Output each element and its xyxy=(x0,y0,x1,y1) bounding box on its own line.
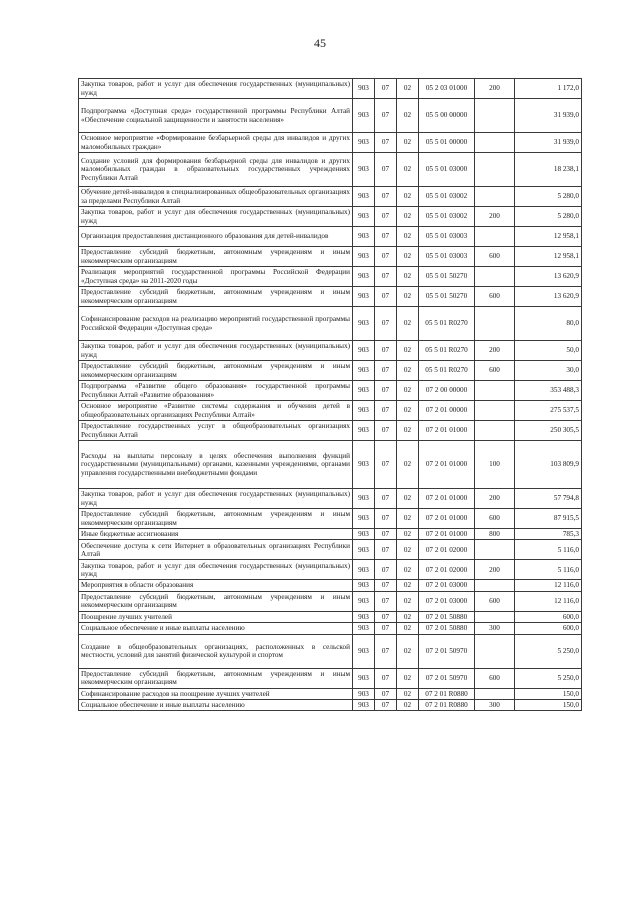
table-row xyxy=(79,287,582,307)
row-ministry-code: 903 xyxy=(353,540,375,560)
row-ministry-code: 903 xyxy=(353,700,375,711)
row-name: Обеспечение доступа к сети Интернет в образовательных организациях Республики Алтай xyxy=(79,540,353,560)
row-expense-type xyxy=(475,401,515,421)
row-section-code: 07 xyxy=(375,700,397,711)
row-expense-type: 200 xyxy=(475,341,515,361)
row-name: Закупка товаров, работ и услуг для обеспечения государственных (муниципальных) нужд xyxy=(79,341,353,361)
row-section-code: 07 xyxy=(375,287,397,307)
row-target-code: 07 2 01 50880 xyxy=(419,623,475,634)
row-expense-type xyxy=(475,540,515,560)
row-subsection-code: 02 xyxy=(397,153,419,187)
row-subsection-code: 02 xyxy=(397,688,419,699)
row-subsection-code: 02 xyxy=(397,441,419,489)
table-row xyxy=(79,540,582,560)
row-amount: 600,0 xyxy=(515,611,582,622)
row-target-code: 05 2 03 01000 xyxy=(419,79,475,99)
row-amount: 275 537,5 xyxy=(515,401,582,421)
row-subsection-code: 02 xyxy=(397,540,419,560)
row-amount: 5 280,0 xyxy=(515,207,582,227)
row-name: Софинансирование расходов на реализацию мероприятий государственной программы Российской Федерации «Доступная среда» xyxy=(79,307,353,341)
table-row xyxy=(79,361,582,381)
row-ministry-code: 903 xyxy=(353,287,375,307)
row-amount: 5 116,0 xyxy=(515,540,582,560)
row-name: Основное мероприятие «Развитие системы содержания и обучения детей в общеобразовательных организациях Республики Алтай» xyxy=(79,401,353,421)
row-name: Иные бюджетные ассигнования xyxy=(79,529,353,540)
row-target-code: 07 2 01 50970 xyxy=(419,634,475,668)
row-amount: 600,0 xyxy=(515,623,582,634)
row-target-code: 05 5 01 R0270 xyxy=(419,361,475,381)
row-name: Создание условий для формирования безбарьерной среды для инвалидов и других маломобильных граждан в образовательных государственных учреждениях Республики Алтай xyxy=(79,153,353,187)
row-ministry-code: 903 xyxy=(353,79,375,99)
row-section-code: 07 xyxy=(375,307,397,341)
row-amount: 30,0 xyxy=(515,361,582,381)
row-ministry-code: 903 xyxy=(353,421,375,441)
row-subsection-code: 02 xyxy=(397,700,419,711)
row-name: Закупка товаров, работ и услуг для обеспечения государственных (муниципальных) нужд xyxy=(79,207,353,227)
row-ministry-code: 903 xyxy=(353,634,375,668)
row-expense-type: 600 xyxy=(475,668,515,688)
row-ministry-code: 903 xyxy=(353,307,375,341)
row-amount: 150,0 xyxy=(515,700,582,711)
row-ministry-code: 903 xyxy=(353,99,375,133)
budget-table xyxy=(78,78,582,711)
table-row xyxy=(79,227,582,247)
row-ministry-code: 903 xyxy=(353,133,375,153)
row-ministry-code: 903 xyxy=(353,187,375,207)
row-subsection-code: 02 xyxy=(397,489,419,509)
row-section-code: 07 xyxy=(375,634,397,668)
row-ministry-code: 903 xyxy=(353,509,375,529)
row-name: Предоставление субсидий бюджетным, автономным учреждениям и иным некоммерческим организациям xyxy=(79,361,353,381)
row-section-code: 07 xyxy=(375,529,397,540)
row-target-code: 05 5 01 00000 xyxy=(419,133,475,153)
table-row xyxy=(79,688,582,699)
table-row xyxy=(79,247,582,267)
table-row xyxy=(79,441,582,489)
row-target-code: 05 5 01 03002 xyxy=(419,207,475,227)
row-subsection-code: 02 xyxy=(397,247,419,267)
row-subsection-code: 02 xyxy=(397,287,419,307)
row-section-code: 07 xyxy=(375,421,397,441)
row-expense-type xyxy=(475,99,515,133)
row-ministry-code: 903 xyxy=(353,688,375,699)
row-amount: 12 958,1 xyxy=(515,247,582,267)
row-name: Закупка товаров, работ и услуг для обеспечения государственных (муниципальных) нужд xyxy=(79,489,353,509)
row-expense-type: 600 xyxy=(475,361,515,381)
row-section-code: 07 xyxy=(375,540,397,560)
row-target-code: 05 5 01 03003 xyxy=(419,227,475,247)
table-row xyxy=(79,634,582,668)
row-ministry-code: 903 xyxy=(353,489,375,509)
row-ministry-code: 903 xyxy=(353,611,375,622)
row-ministry-code: 903 xyxy=(353,227,375,247)
row-amount: 12 116,0 xyxy=(515,591,582,611)
row-target-code: 07 2 01 01000 xyxy=(419,529,475,540)
row-expense-type xyxy=(475,421,515,441)
row-amount: 50,0 xyxy=(515,341,582,361)
row-name: Закупка товаров, работ и услуг для обеспечения государственных (муниципальных) нужд xyxy=(79,79,353,99)
row-expense-type: 200 xyxy=(475,79,515,99)
table-row xyxy=(79,341,582,361)
row-name: Предоставление субсидий бюджетным, автономным учреждениям и иным некоммерческим организациям xyxy=(79,509,353,529)
row-subsection-code: 02 xyxy=(397,591,419,611)
row-expense-type xyxy=(475,381,515,401)
row-target-code: 05 5 01 03003 xyxy=(419,247,475,267)
row-ministry-code: 903 xyxy=(353,361,375,381)
row-ministry-code: 903 xyxy=(353,153,375,187)
row-amount: 103 809,9 xyxy=(515,441,582,489)
row-amount: 12 958,1 xyxy=(515,227,582,247)
row-name: Подпрограмма «Развитие общего образования» государственной программы Республики Алтай «Развитие образования» xyxy=(79,381,353,401)
table-row xyxy=(79,560,582,580)
table-row xyxy=(79,529,582,540)
row-expense-type xyxy=(475,580,515,591)
row-name: Расходы на выплаты персоналу в целях обеспечения выполнения функций государственными (муниципальными) органами, казенными учреждениями, органами управления государственными внебюджетными фондами xyxy=(79,441,353,489)
row-expense-type xyxy=(475,133,515,153)
table-row xyxy=(79,267,582,287)
row-amount: 57 794,8 xyxy=(515,489,582,509)
row-target-code: 07 2 01 03000 xyxy=(419,591,475,611)
row-expense-type xyxy=(475,267,515,287)
table-row xyxy=(79,668,582,688)
row-section-code: 07 xyxy=(375,187,397,207)
table-row xyxy=(79,153,582,187)
row-target-code: 07 2 01 03000 xyxy=(419,580,475,591)
row-expense-type xyxy=(475,688,515,699)
row-subsection-code: 02 xyxy=(397,361,419,381)
row-amount: 353 488,3 xyxy=(515,381,582,401)
row-amount: 1 172,0 xyxy=(515,79,582,99)
row-amount: 87 915,5 xyxy=(515,509,582,529)
row-section-code: 07 xyxy=(375,688,397,699)
row-target-code: 07 2 01 01000 xyxy=(419,441,475,489)
row-amount: 13 620,9 xyxy=(515,267,582,287)
row-name: Софинансирование расходов на поощрение лучших учителей xyxy=(79,688,353,699)
row-ministry-code: 903 xyxy=(353,623,375,634)
row-subsection-code: 02 xyxy=(397,381,419,401)
row-expense-type: 600 xyxy=(475,591,515,611)
row-expense-type: 200 xyxy=(475,489,515,509)
row-ministry-code: 903 xyxy=(353,560,375,580)
row-subsection-code: 02 xyxy=(397,99,419,133)
table-row xyxy=(79,99,582,133)
row-section-code: 07 xyxy=(375,623,397,634)
row-ministry-code: 903 xyxy=(353,580,375,591)
row-name: Предоставление государственных услуг в общеобразовательных организациях Республики Алтай xyxy=(79,421,353,441)
row-amount: 5 116,0 xyxy=(515,560,582,580)
row-section-code: 07 xyxy=(375,401,397,421)
row-subsection-code: 02 xyxy=(397,307,419,341)
row-section-code: 07 xyxy=(375,341,397,361)
row-ministry-code: 903 xyxy=(353,591,375,611)
row-subsection-code: 02 xyxy=(397,529,419,540)
row-name: Социальное обеспечение и иные выплаты населению xyxy=(79,623,353,634)
row-name: Мероприятия в области образования xyxy=(79,580,353,591)
row-amount: 785,3 xyxy=(515,529,582,540)
row-target-code: 07 2 01 02000 xyxy=(419,540,475,560)
row-subsection-code: 02 xyxy=(397,401,419,421)
row-amount: 5 250,0 xyxy=(515,634,582,668)
row-expense-type: 800 xyxy=(475,529,515,540)
row-ministry-code: 903 xyxy=(353,341,375,361)
row-target-code: 05 5 01 03000 xyxy=(419,153,475,187)
table-row xyxy=(79,421,582,441)
row-target-code: 07 2 00 00000 xyxy=(419,381,475,401)
row-target-code: 05 5 01 R0270 xyxy=(419,341,475,361)
row-target-code: 07 2 01 02000 xyxy=(419,560,475,580)
row-expense-type xyxy=(475,307,515,341)
row-amount: 80,0 xyxy=(515,307,582,341)
row-ministry-code: 903 xyxy=(353,381,375,401)
table-row xyxy=(79,489,582,509)
row-expense-type xyxy=(475,187,515,207)
row-section-code: 07 xyxy=(375,153,397,187)
table-row xyxy=(79,591,582,611)
row-target-code: 07 2 01 01000 xyxy=(419,509,475,529)
row-ministry-code: 903 xyxy=(353,207,375,227)
row-expense-type: 600 xyxy=(475,247,515,267)
row-subsection-code: 02 xyxy=(397,623,419,634)
row-target-code: 07 2 01 R0880 xyxy=(419,688,475,699)
row-subsection-code: 02 xyxy=(397,560,419,580)
row-name: Закупка товаров, работ и услуг для обеспечения государственных (муниципальных) нужд xyxy=(79,560,353,580)
page-number: 45 xyxy=(314,36,326,50)
table-row xyxy=(79,580,582,591)
row-subsection-code: 02 xyxy=(397,634,419,668)
table-row xyxy=(79,623,582,634)
row-expense-type: 600 xyxy=(475,287,515,307)
row-name: Организация предоставления дистанционного образования для детей-инвалидов xyxy=(79,227,353,247)
row-section-code: 07 xyxy=(375,668,397,688)
row-target-code: 07 2 01 00000 xyxy=(419,401,475,421)
row-subsection-code: 02 xyxy=(397,421,419,441)
row-subsection-code: 02 xyxy=(397,79,419,99)
row-amount: 12 116,0 xyxy=(515,580,582,591)
row-subsection-code: 02 xyxy=(397,133,419,153)
row-section-code: 07 xyxy=(375,361,397,381)
row-subsection-code: 02 xyxy=(397,341,419,361)
row-subsection-code: 02 xyxy=(397,580,419,591)
row-section-code: 07 xyxy=(375,489,397,509)
row-amount: 5 250,0 xyxy=(515,668,582,688)
row-name: Создание в общеобразовательных организациях, расположенных в сельской местности, условий для занятий физической культурой и спортом xyxy=(79,634,353,668)
row-target-code: 07 2 01 01000 xyxy=(419,421,475,441)
row-name: Предоставление субсидий бюджетным, автономным учреждениям и иным некоммерческим организациям xyxy=(79,591,353,611)
row-section-code: 07 xyxy=(375,580,397,591)
row-name: Подпрограмма «Доступная среда» государственной программы Республики Алтай «Обеспечение социальной защищенности и занятости населения» xyxy=(79,99,353,133)
row-expense-type: 300 xyxy=(475,700,515,711)
row-name: Обучение детей-инвалидов в специализированных общеобразовательных организациях за пределами Республики Алтай xyxy=(79,187,353,207)
row-section-code: 07 xyxy=(375,591,397,611)
row-name: Поощрение лучших учителей xyxy=(79,611,353,622)
row-subsection-code: 02 xyxy=(397,668,419,688)
row-amount: 5 280,0 xyxy=(515,187,582,207)
row-amount: 18 238,1 xyxy=(515,153,582,187)
row-section-code: 07 xyxy=(375,99,397,133)
table-row xyxy=(79,700,582,711)
row-ministry-code: 903 xyxy=(353,529,375,540)
row-section-code: 07 xyxy=(375,133,397,153)
row-subsection-code: 02 xyxy=(397,509,419,529)
row-section-code: 07 xyxy=(375,509,397,529)
row-target-code: 05 5 01 R0270 xyxy=(419,307,475,341)
row-expense-type: 300 xyxy=(475,623,515,634)
row-target-code: 05 5 00 00000 xyxy=(419,99,475,133)
table-row xyxy=(79,381,582,401)
row-expense-type: 200 xyxy=(475,560,515,580)
row-target-code: 07 2 01 50970 xyxy=(419,668,475,688)
row-expense-type xyxy=(475,611,515,622)
row-section-code: 07 xyxy=(375,611,397,622)
row-target-code: 05 5 01 03002 xyxy=(419,187,475,207)
row-ministry-code: 903 xyxy=(353,401,375,421)
row-expense-type: 600 xyxy=(475,509,515,529)
row-section-code: 07 xyxy=(375,560,397,580)
row-target-code: 07 2 01 01000 xyxy=(419,489,475,509)
row-section-code: 07 xyxy=(375,441,397,489)
row-subsection-code: 02 xyxy=(397,187,419,207)
table-row xyxy=(79,207,582,227)
row-target-code: 07 2 01 R0880 xyxy=(419,700,475,711)
row-ministry-code: 903 xyxy=(353,668,375,688)
row-subsection-code: 02 xyxy=(397,611,419,622)
table-row xyxy=(79,401,582,421)
row-section-code: 07 xyxy=(375,207,397,227)
row-expense-type: 200 xyxy=(475,207,515,227)
row-amount: 31 939,0 xyxy=(515,133,582,153)
row-ministry-code: 903 xyxy=(353,267,375,287)
table-row xyxy=(79,187,582,207)
row-amount: 150,0 xyxy=(515,688,582,699)
row-section-code: 07 xyxy=(375,381,397,401)
row-name: Социальное обеспечение и иные выплаты населению xyxy=(79,700,353,711)
row-section-code: 07 xyxy=(375,79,397,99)
row-expense-type xyxy=(475,153,515,187)
row-expense-type xyxy=(475,634,515,668)
table-row xyxy=(79,307,582,341)
table-row xyxy=(79,509,582,529)
row-expense-type: 100 xyxy=(475,441,515,489)
row-ministry-code: 903 xyxy=(353,441,375,489)
budget-table-body xyxy=(79,79,582,711)
row-section-code: 07 xyxy=(375,267,397,287)
table-row xyxy=(79,133,582,153)
row-subsection-code: 02 xyxy=(397,267,419,287)
table-row xyxy=(79,79,582,99)
row-target-code: 07 2 01 50880 xyxy=(419,611,475,622)
row-target-code: 05 5 01 50270 xyxy=(419,287,475,307)
row-subsection-code: 02 xyxy=(397,227,419,247)
row-expense-type xyxy=(475,227,515,247)
row-subsection-code: 02 xyxy=(397,207,419,227)
row-name: Основное мероприятие «Формирование безбарьерной среды для инвалидов и других маломобильных граждан» xyxy=(79,133,353,153)
row-section-code: 07 xyxy=(375,247,397,267)
row-amount: 250 305,5 xyxy=(515,421,582,441)
row-name: Предоставление субсидий бюджетным, автономным учреждениям и иным некоммерческим организациям xyxy=(79,668,353,688)
row-name: Предоставление субсидий бюджетным, автономным учреждениям и иным некоммерческим организациям xyxy=(79,247,353,267)
row-section-code: 07 xyxy=(375,227,397,247)
table-row xyxy=(79,611,582,622)
row-target-code: 05 5 01 50270 xyxy=(419,267,475,287)
row-amount: 13 620,9 xyxy=(515,287,582,307)
row-name: Реализация мероприятий государственной программы Российской Федерации «Доступная среда» на 2011-2020 годы xyxy=(79,267,353,287)
row-name: Предоставление субсидий бюджетным, автономным учреждениям и иным некоммерческим организациям xyxy=(79,287,353,307)
row-amount: 31 939,0 xyxy=(515,99,582,133)
row-ministry-code: 903 xyxy=(353,247,375,267)
